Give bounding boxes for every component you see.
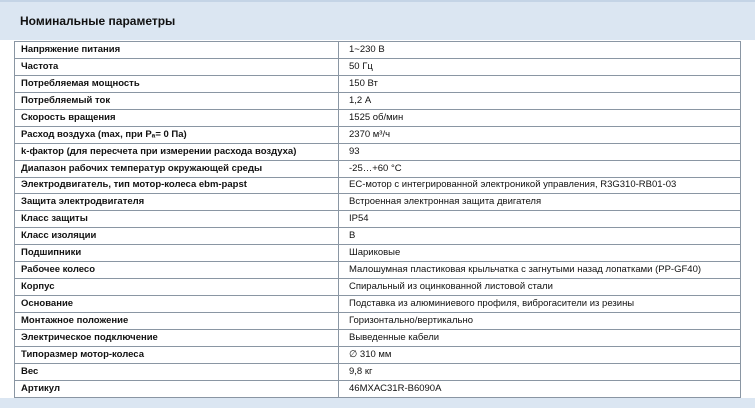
param-name-cell: Напряжение питания [15,42,339,59]
param-value-cell: -25…+60 °C [339,160,741,177]
table-row [15,262,741,279]
param-name-cell: Электрическое подключение [15,329,339,346]
table-row [15,228,741,245]
table-row [15,75,741,92]
params-table-body [15,42,741,398]
param-name-cell: Монтажное положение [15,313,339,330]
section-header [0,0,755,40]
param-name-cell: Потребляемая мощность [15,75,339,92]
table-row [15,109,741,126]
table-row [15,380,741,397]
param-name-cell: Класс изоляции [15,228,339,245]
param-name-cell: Расход воздуха (max, при Pₐ= 0 Па) [15,126,339,143]
table-row [15,346,741,363]
param-name-cell: Электродвигатель, тип мотор-колеса ebm-papst [15,177,339,194]
table-row [15,279,741,296]
section-title: Номинальные параметры [20,14,176,28]
param-name-cell: Подшипники [15,245,339,262]
table-row [15,160,741,177]
param-value-cell: Встроенная электронная защита двигателя [339,194,741,211]
param-value-cell: 50 Гц [339,58,741,75]
table-row [15,245,741,262]
table-row [15,177,741,194]
table-row [15,92,741,109]
table-row [15,42,741,59]
param-value-cell: 1,2 А [339,92,741,109]
table-row [15,194,741,211]
param-name-cell: Диапазон рабочих температур окружающей среды [15,160,339,177]
param-name-cell: Потребляемый ток [15,92,339,109]
footer-band [0,398,755,408]
param-name-cell: Корпус [15,279,339,296]
param-name-cell: Типоразмер мотор-колеса [15,346,339,363]
param-name-cell: Рабочее колесо [15,262,339,279]
param-value-cell: 9,8 кг [339,363,741,380]
param-name-cell: Артикул [15,380,339,397]
param-name-cell: Защита электродвигателя [15,194,339,211]
param-name-cell: Класс защиты [15,211,339,228]
param-name-cell: k-фактор (для пересчета при измерении расхода воздуха) [15,143,339,160]
param-name-cell: Частота [15,58,339,75]
table-row [15,313,741,330]
param-value-cell: Малошумная пластиковая крыльчатка с загнутыми назад лопатками (PP-GF40) [339,262,741,279]
param-value-cell: 93 [339,143,741,160]
param-value-cell: EC-мотор с интегрированной электроникой управления, R3G310-RB01-03 [339,177,741,194]
param-value-cell: Спиральный из оцинкованной листовой стали [339,279,741,296]
params-table [14,41,741,398]
param-value-cell: 150 Вт [339,75,741,92]
param-value-cell: Шариковые [339,245,741,262]
table-row [15,296,741,313]
table-row [15,58,741,75]
param-value-cell: Подставка из алюминиевого профиля, виброгасители из резины [339,296,741,313]
param-value-cell: ∅ 310 мм [339,346,741,363]
param-name-cell: Основание [15,296,339,313]
param-value-cell: B [339,228,741,245]
param-name-cell: Вес [15,363,339,380]
table-row [15,363,741,380]
table-row [15,329,741,346]
params-table-container [14,41,740,398]
param-value-cell: 1525 об/мин [339,109,741,126]
table-row [15,143,741,160]
table-row [15,211,741,228]
table-row [15,126,741,143]
param-value-cell: Горизонтально/вертикально [339,313,741,330]
param-name-cell: Скорость вращения [15,109,339,126]
param-value-cell: 46MXAC31R-B6090A [339,380,741,397]
param-value-cell: 1~230 В [339,42,741,59]
param-value-cell: 2370 м³/ч [339,126,741,143]
param-value-cell: IP54 [339,211,741,228]
param-value-cell: Выведенные кабели [339,329,741,346]
